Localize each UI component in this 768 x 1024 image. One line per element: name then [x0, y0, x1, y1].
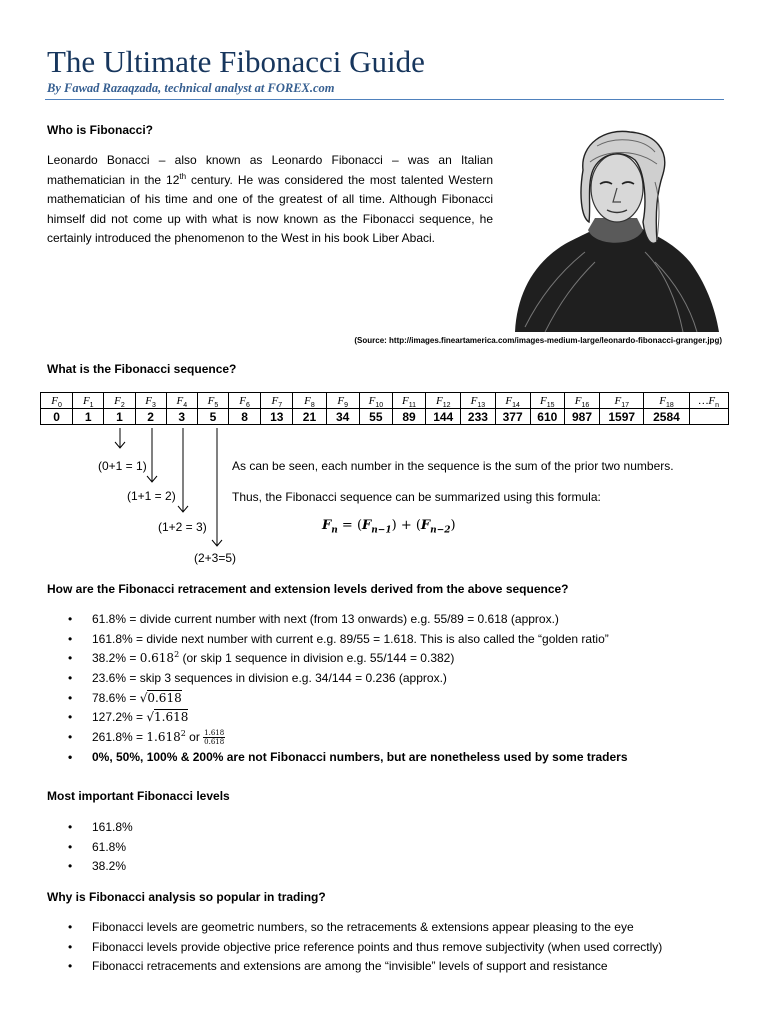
- table-header-cell: $\dots F_n$: [689, 393, 728, 409]
- list-item: • Fibonacci levels provide objective price reference points and thus remove subjectivity (when used correctly): [47, 938, 662, 958]
- table-value-cell: 144: [426, 409, 461, 425]
- table-value-cell: 1: [104, 409, 135, 425]
- table-value-cell: 233: [461, 409, 495, 425]
- formula-intro: Thus, the Fibonacci sequence can be summarized using this formula:: [232, 490, 601, 504]
- sum-1-1: (1+1 = 2): [127, 489, 176, 503]
- document-title: The Ultimate Fibonacci Guide: [47, 44, 425, 79]
- table-header-cell: $F_9$: [326, 393, 359, 409]
- table-value-cell: 0: [41, 409, 73, 425]
- popular-reasons-list: [47, 918, 662, 977]
- fibonacci-table: [40, 392, 729, 425]
- fibonacci-formula: $F_n = (F_{n-1}) + (F_{n-2})$: [322, 518, 456, 536]
- table-value-row: [41, 409, 729, 425]
- list-item: • $261.8\% = 1.618^2$ or $\frac{1.618}{0.618}$: [47, 728, 628, 748]
- heading-who-is-fibonacci: Who is Fibonacci?: [47, 123, 154, 137]
- table-header-cell: $F_{17}$: [600, 393, 644, 409]
- byline: By Fawad Razaqzada, technical analyst at FOREX.com: [47, 81, 335, 95]
- table-value-cell: 13: [261, 409, 293, 425]
- table-value-cell: 610: [530, 409, 564, 425]
- table-header-cell: $F_{16}$: [564, 393, 599, 409]
- table-value-cell: 5: [197, 409, 228, 425]
- fibonacci-portrait: [505, 122, 722, 332]
- list-item: • 161.8%: [47, 818, 133, 838]
- heading-why-popular: Why is Fibonacci analysis so popular in trading?: [47, 890, 326, 904]
- sum-0-1: (0+1 = 1): [98, 459, 147, 473]
- table-header-cell: $F_{11}$: [392, 393, 425, 409]
- table-value-cell: 2584: [644, 409, 689, 425]
- table-value-cell: 21: [293, 409, 326, 425]
- table-header-cell: $F_5$: [197, 393, 228, 409]
- heading-sequence: What is the Fibonacci sequence?: [47, 362, 237, 376]
- table-value-cell: 3: [166, 409, 197, 425]
- heading-derived-levels: How are the Fibonacci retracement and extension levels derived from the above sequence?: [47, 582, 569, 596]
- heading-important-levels: Most important Fibonacci levels: [47, 789, 230, 803]
- table-header-cell: $F_8$: [293, 393, 326, 409]
- table-header-row: [41, 393, 729, 409]
- title-rule: [45, 99, 724, 100]
- table-header-cell: $F_6$: [229, 393, 261, 409]
- table-header-cell: $F_3$: [135, 393, 166, 409]
- table-value-cell: 377: [495, 409, 530, 425]
- list-item: • 0%, 50%, 100% & 200% are not Fibonacci numbers, but are nonetheless used by some traders: [47, 748, 628, 768]
- table-header-cell: $F_{10}$: [359, 393, 392, 409]
- sum-1-2: (1+2 = 3): [158, 520, 207, 534]
- table-header-cell: $F_2$: [104, 393, 135, 409]
- table-value-cell: 55: [359, 409, 392, 425]
- list-item: • 61.8% = divide current number with next (from 13 onwards) e.g. 55/89 = 0.618 (approx.): [47, 610, 628, 630]
- table-header-cell: $F_0$: [41, 393, 73, 409]
- table-header-cell: $F_{15}$: [530, 393, 564, 409]
- important-levels-list: [47, 818, 133, 877]
- list-item: • 61.8%: [47, 838, 133, 858]
- derived-levels-list: [47, 610, 628, 768]
- table-value-cell: 89: [392, 409, 425, 425]
- table-header-cell: $F_{13}$: [461, 393, 495, 409]
- table-value-cell: 1597: [600, 409, 644, 425]
- list-item: • Fibonacci levels are geometric numbers, so the retracements & extensions appear pleasing to the eye: [47, 918, 662, 938]
- list-item: • 78.6% = √0.618: [47, 689, 628, 709]
- table-header-cell: $F_7$: [261, 393, 293, 409]
- list-item: • 127.2% = √1.618: [47, 708, 628, 728]
- list-item: • 23.6% = skip 3 sequences in division e.g. 34/144 = 0.236 (approx.): [47, 669, 628, 689]
- table-value-cell: 2: [135, 409, 166, 425]
- list-item: • 161.8% = divide next number with current e.g. 89/55 = 1.618. This is also called the “golden ratio”: [47, 630, 628, 650]
- table-value-cell: [689, 409, 728, 425]
- table-value-cell: 34: [326, 409, 359, 425]
- sum-2-3: (2+3=5): [194, 551, 237, 565]
- table-header-cell: $F_4$: [166, 393, 197, 409]
- list-item: • 38.2%: [47, 857, 133, 877]
- list-item: • Fibonacci retracements and extensions are among the “invisible” levels of support and resistance: [47, 957, 662, 977]
- table-value-cell: 1: [73, 409, 104, 425]
- image-source-caption: (Source: http://images.fineartamerica.com/images-medium-large/leonardo-fibonacci-granger.jpg): [354, 336, 722, 345]
- table-header-cell: $F_{12}$: [426, 393, 461, 409]
- list-item: • $38.2\% = 0.618^2$ (or skip 1 sequence in division e.g. 55/144 = 0.382): [47, 649, 628, 669]
- intro-paragraph: Leonardo Bonacci – also known as Leonardo Fibonacci – was an Italian mathematician in the 12th century. He was considered the most talented Western mathematician of his time and one of the greatest of all time. Although Fibonacci himself did not come up with what is now known as the Fibonacci sequence, he certainly introduced the phenomenon to the West in his book Liber Abaci.: [47, 153, 493, 246]
- sequence-note: As can be seen, each number in the sequence is the sum of the prior two numbers.: [232, 459, 674, 473]
- table-value-cell: 8: [229, 409, 261, 425]
- table-value-cell: 987: [564, 409, 599, 425]
- table-header-cell: $F_1$: [73, 393, 104, 409]
- table-header-cell: $F_{18}$: [644, 393, 689, 409]
- table-header-cell: $F_{14}$: [495, 393, 530, 409]
